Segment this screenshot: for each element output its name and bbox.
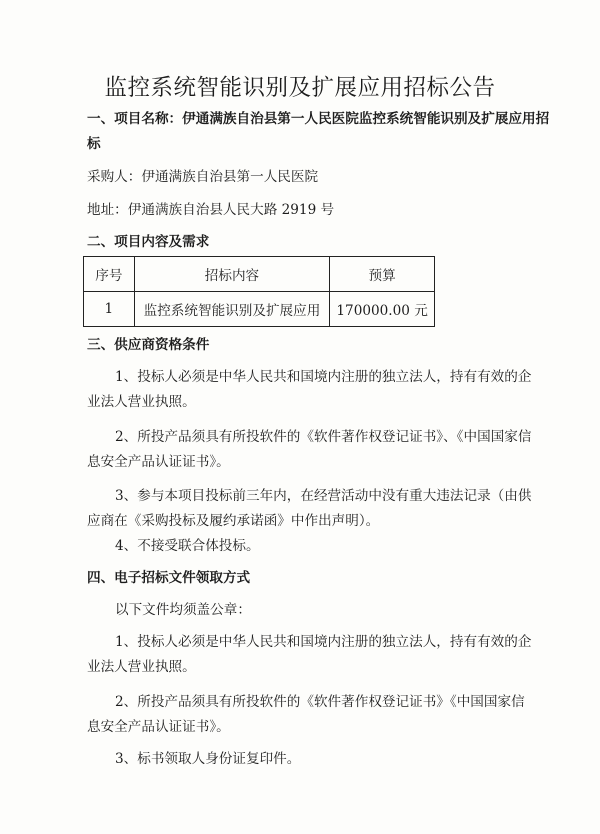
- purchaser-line: 采购人：伊通满族自治县第一人民医院: [87, 169, 319, 185]
- header-budget: 预算: [330, 257, 435, 292]
- section3-heading: 三、供应商资格条件: [87, 337, 210, 353]
- address-line: 地址：伊通满族自治县人民大路 2919 号: [87, 202, 335, 218]
- section4-item-3: 3、标书领取人身份证复印件。: [115, 751, 301, 767]
- section2-heading: 二、项目内容及需求: [87, 234, 210, 250]
- section1-heading-line1: 一、项目名称：伊通满族自治县第一人民医院监控系统智能识别及扩展应用招: [87, 111, 550, 127]
- section3-item-3: 3、参与本项目投标前三年内，在经营活动中没有重大违法记录（由供应商在《采购投标及履约承诺函》中作出声明）。: [87, 488, 532, 529]
- section3-item-2: 2、所投产品须具有所投软件的《软件著作权登记证书》、《中国国家信息安全产品认证证书》。: [87, 429, 532, 470]
- section1-heading-line2: 标: [87, 136, 101, 152]
- section4-item-2: 2、所投产品须具有所投软件的《软件著作权登记证书》《中国国家信息安全产品认证证书》。: [87, 694, 525, 735]
- section3-item-4: 4、不接受联合体投标。: [115, 538, 260, 554]
- budget-table: [83, 256, 435, 327]
- header-index: 序号: [84, 257, 135, 292]
- section4-intro: 以下文件均须盖公章：: [115, 602, 251, 618]
- section4-heading: 四、电子招标文件领取方式: [87, 570, 251, 586]
- cell-budget: 170000.00 元: [330, 292, 435, 327]
- document-title: 监控系统智能识别及扩展应用招标公告: [104, 75, 496, 101]
- header-content: 招标内容: [134, 257, 330, 292]
- table-header-row: [84, 257, 435, 292]
- section4-item-1: 1、投标人必须是中华人民共和国境内注册的独立法人，持有有效的企业法人营业执照。: [87, 634, 532, 675]
- section3-item-1: 1、投标人必须是中华人民共和国境内注册的独立法人，持有有效的企业法人营业执照。: [87, 369, 532, 410]
- cell-content: 监控系统智能识别及扩展应用: [134, 292, 330, 327]
- cell-index: 1: [84, 292, 135, 327]
- table-row: [84, 292, 435, 327]
